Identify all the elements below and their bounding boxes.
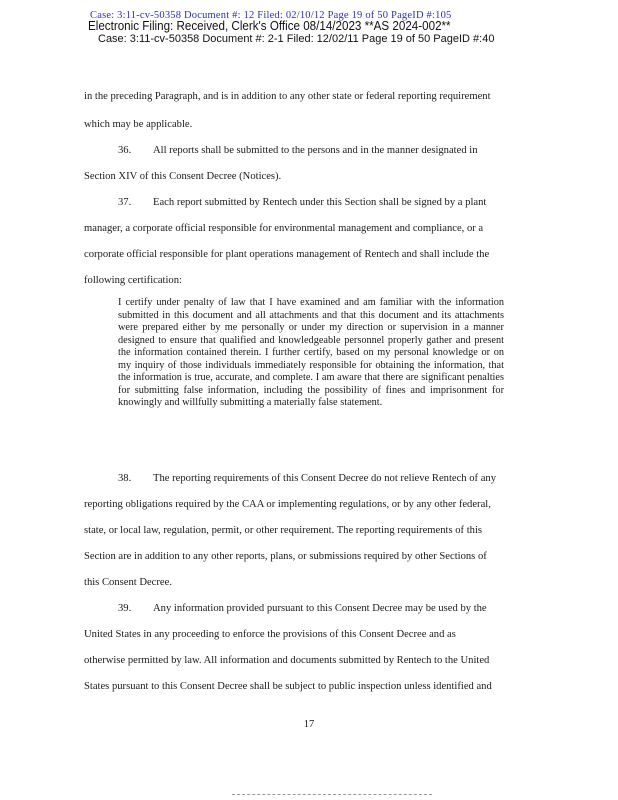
electronic-filing-header: Electronic Filing: Received, Clerk's Office 08/14/2023 **AS 2024-002**	[88, 19, 451, 33]
paragraph-number: 38.	[118, 473, 132, 484]
paragraph-line: which may be applicable.	[84, 119, 193, 130]
paragraph-line: Section XIV of this Consent Decree (Notices).	[84, 171, 282, 182]
page-number: 17	[303, 719, 315, 730]
paragraph-line: United States in any proceeding to enforce the provisions of this Consent Decree and as	[84, 629, 456, 640]
paragraph-line: Each report submitted by Rentech under this Section shall be signed by a plant	[153, 197, 487, 208]
paragraph-line: manager, a corporate official responsible for environmental management and compliance, or a	[84, 223, 484, 234]
paragraph-line: States pursuant to this Consent Decree shall be subject to public inspection unless identified and	[84, 681, 492, 692]
paragraph-line: otherwise permitted by law. All information and documents submitted by Rentech to the United	[84, 655, 490, 666]
paragraph-number: 39.	[118, 603, 132, 614]
court-filing-stamp: Case: 3:11-cv-50358 Document #: 12 Filed: 02/10/12 Page 19 of 50 PageID #:105	[90, 10, 452, 21]
paragraph-number: 36.	[118, 145, 132, 156]
paragraph-line: in the preceding Paragraph, and is in addition to any other state or federal reporting requirement	[84, 91, 491, 102]
paragraph-line: Any information provided pursuant to this Consent Decree may be used by the	[153, 603, 487, 614]
case-header: Case: 3:11-cv-50358 Document #: 2-1 Filed: 12/02/11 Page 19 of 50 PageID #:40	[98, 33, 495, 45]
paragraph-line: The reporting requirements of this Consent Decree do not relieve Rentech of any	[153, 473, 497, 484]
paragraph-line: corporate official responsible for plant operations management of Rentech and shall include the	[84, 249, 490, 260]
paragraph-line: following certification:	[84, 275, 182, 286]
paragraph-line: All reports shall be submitted to the persons and in the manner designated in	[153, 145, 478, 156]
paragraph-number: 37.	[118, 197, 132, 208]
scan-edge-divider	[232, 794, 432, 795]
paragraph-line: state, or local law, regulation, permit, or other requirement. The reporting requirements of this	[84, 525, 483, 536]
certification-block: I certify under penalty of law that I have examined and am familiar with the information submitted in this document and all attachments and that this document and its attachments were prepared either by me personally or under my direction or supervision in a manner designed to ensure that qualified and knowledgeable personnel properly gather and present the information contained therein. I further certify, based on my personal knowledge or on my inquiry of those individuals immediately responsible for obtaining the information, that the information is true, accurate, and complete. I am aware that there are significant penalties for submitting false information, including the possibility of fines and imprisonment for knowingly and willfully submitting a materially false statement.	[118, 297, 504, 408]
paragraph-line: this Consent Decree.	[84, 577, 172, 588]
paragraph-line: reporting obligations required by the CAA or implementing regulations, or by any other federal,	[84, 499, 491, 510]
paragraph-line: Section are in addition to any other reports, plans, or submissions required by other Sections of	[84, 551, 487, 562]
